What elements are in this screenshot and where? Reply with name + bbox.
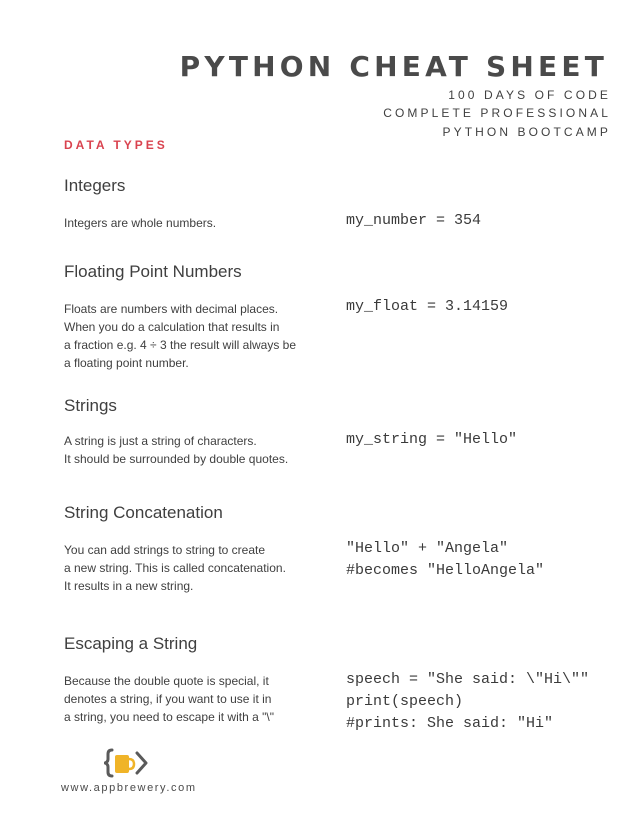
page-title: PYTHON CHEAT SHEET [179, 50, 608, 83]
code-line: "Hello" + "Angela" [346, 540, 509, 557]
topic-description [64, 541, 334, 595]
topic-description [64, 300, 334, 372]
description-line: a new string. This is called concatenation. [64, 561, 286, 575]
subtitle-line-3: PYTHON BOOTCAMP [442, 125, 611, 139]
description-line: It should be surrounded by double quotes. [64, 452, 289, 466]
topic-heading: Integers [64, 176, 126, 195]
topic-description [64, 672, 334, 726]
section-label: DATA TYPES [64, 138, 168, 152]
description-line: It results in a new string. [64, 579, 194, 593]
footer-website-link[interactable]: www.appbrewery.com [61, 782, 197, 794]
app-brewery-logo-icon [104, 746, 148, 780]
topic-description [64, 432, 334, 468]
code-example [346, 669, 589, 735]
left-brace-shape [105, 750, 112, 776]
mug-handle-shape [129, 759, 134, 769]
description-line: a fraction e.g. 4 ÷ 3 the result will always be [64, 338, 297, 352]
subtitle-line-2: COMPLETE PROFESSIONAL [383, 106, 611, 120]
description-line: a string, you need to escape it with a "\" [64, 710, 274, 724]
code-line: #prints: She said: "Hi" [346, 715, 554, 732]
topic-heading: String Concatenation [64, 503, 223, 522]
subtitle-line-1: 100 DAYS OF CODE [448, 88, 611, 102]
description-line: Integers are whole numbers. [64, 216, 217, 230]
description-line: You can add strings to string to create [64, 543, 266, 557]
topic-heading: Escaping a String [64, 634, 198, 653]
description-line: A string is just a string of characters. [64, 434, 257, 448]
code-example [346, 538, 544, 582]
description-line: Floats are numbers with decimal places. [64, 302, 279, 316]
description-line: When you do a calculation that results in [64, 320, 280, 334]
description-line: a floating point number. [64, 356, 189, 370]
topic-heading: Floating Point Numbers [64, 262, 242, 281]
code-line: print(speech) [346, 693, 464, 710]
topic-heading: Strings [64, 396, 117, 415]
code-example [346, 210, 481, 232]
topic-description [64, 214, 334, 232]
code-example [346, 296, 508, 318]
mug-body-shape [115, 755, 129, 773]
code-line: my_number = 354 [346, 212, 482, 229]
code-line: my_string = "Hello" [346, 431, 518, 448]
code-line: #becomes "HelloAngela" [346, 562, 545, 579]
right-chevron-shape [137, 753, 146, 773]
description-line: Because the double quote is special, it [64, 674, 269, 688]
code-example [346, 429, 517, 451]
code-line: my_float = 3.14159 [346, 298, 509, 315]
description-line: denotes a string, if you want to use it in [64, 692, 272, 706]
code-line: speech = "She said: \"Hi\"" [346, 671, 590, 688]
